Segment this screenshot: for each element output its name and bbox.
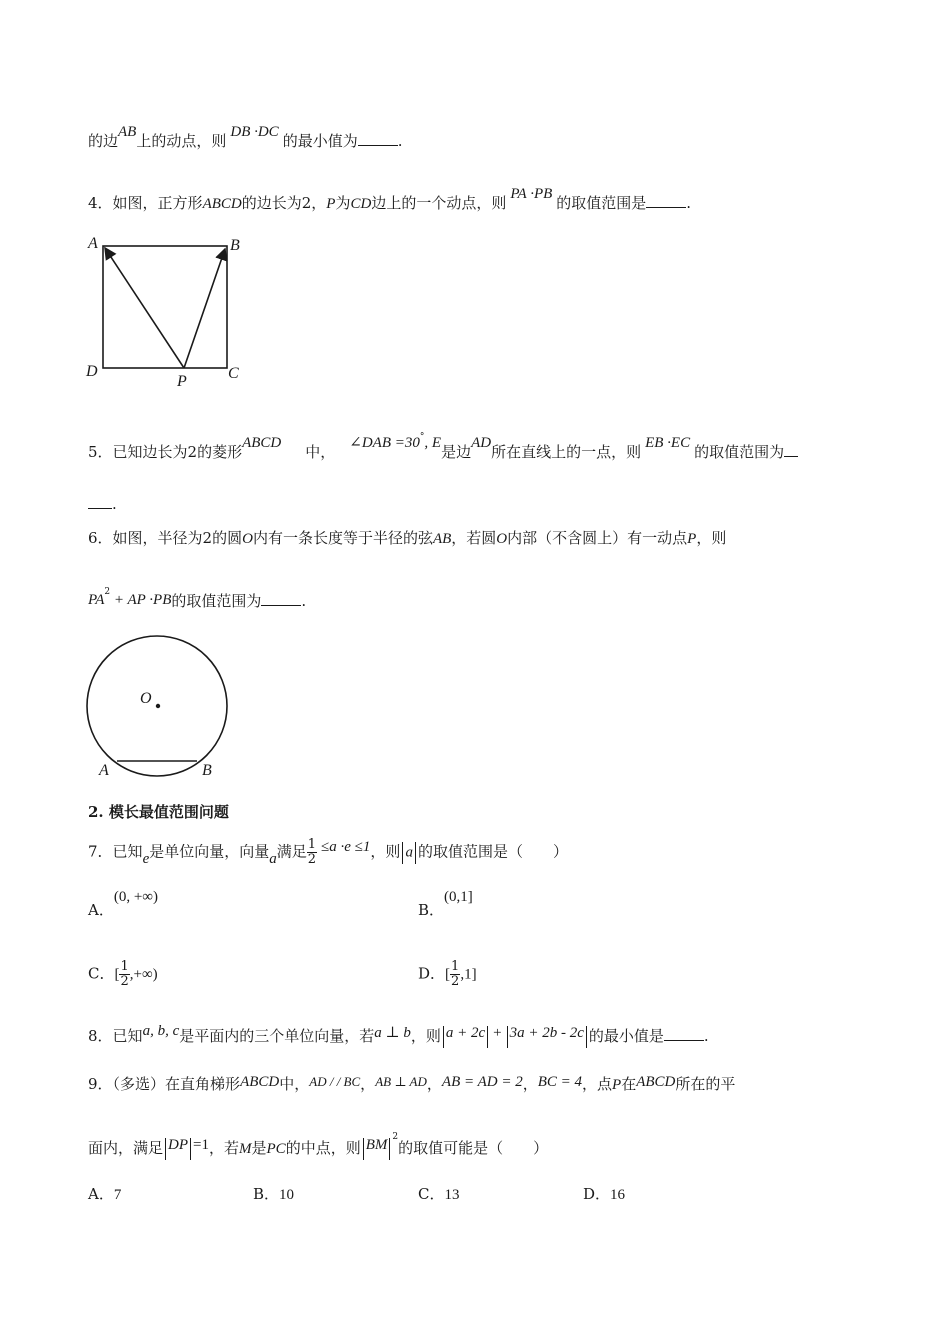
q5-text4: 所在直线上的一点，则 [491, 443, 642, 461]
q4-shape: ABCD [202, 196, 242, 212]
q5-text5: 的取值范围为 [694, 443, 785, 461]
q5-number: 5． [88, 443, 113, 461]
q5-line2 [88, 494, 117, 514]
q9-line2-a: 面内，满足 [88, 1139, 164, 1157]
q6-text2: 内有一条长度等于半径的弦 [252, 529, 433, 547]
abs-bar [363, 1138, 364, 1160]
q5-degree: ° [419, 432, 425, 442]
q9-line2 [88, 1132, 549, 1163]
q8-text2: 是平面内的三个单位向量，若 [179, 1027, 375, 1045]
option-label: A． [88, 1185, 114, 1203]
q8-abs2: 3a + 2b - 2c [509, 1025, 584, 1041]
q9-text2: 中， [279, 1075, 310, 1093]
q5-angle: ∠DAB =30 [349, 435, 420, 451]
label-b: B [202, 762, 212, 779]
q8-end: . [703, 1027, 709, 1045]
answer-blank [261, 591, 301, 606]
option-rest: ,1] [460, 966, 477, 983]
q5-text1: 已知边长为2的菱形 [112, 443, 243, 461]
abs-bar-left [402, 842, 403, 864]
q9-pc: PC [266, 1141, 286, 1157]
q8-line [88, 1024, 709, 1049]
q9-cond2: AB ⊥ AD [375, 1074, 427, 1089]
q7-option-d[interactable] [418, 960, 477, 989]
q8-text1: 已知 [112, 1027, 143, 1045]
vector-pa [105, 248, 184, 368]
label-p: P [177, 373, 187, 390]
q5-ad: AD [471, 435, 492, 451]
option-rest: ,+∞) [129, 966, 158, 983]
q9-eq1: =1 [193, 1137, 209, 1153]
q4-number: 4． [88, 194, 113, 212]
q7-inequality: ≤a ·e ≤1 [321, 838, 371, 855]
label-c: C [228, 365, 239, 382]
q9-sep: ， [522, 1075, 538, 1093]
q9-sep: ， [360, 1075, 376, 1093]
q9-text4: 在 [621, 1075, 637, 1093]
q3-text-suffix: 的最小值为 [282, 132, 358, 150]
q9-dp: DP [168, 1137, 189, 1153]
q6-o2: O [496, 531, 508, 547]
q7-text1: 已知 [112, 842, 143, 861]
q9-line2-e: 的取值可能是（ ） [398, 1139, 549, 1157]
q9-line2-d: 的中点，则 [285, 1139, 361, 1157]
q9-option-b[interactable] [253, 1184, 294, 1205]
q7-a: a [269, 850, 277, 867]
label-b: B [230, 237, 240, 254]
vector-pb [184, 249, 225, 368]
q9-option-a[interactable] [88, 1184, 121, 1205]
q8-abs1: a + 2c [445, 1025, 486, 1041]
q6-line [88, 528, 726, 549]
q6-circle-figure [80, 634, 240, 780]
option-fraction [119, 960, 129, 989]
q3-text-mid: 上的动点，则 [136, 132, 227, 150]
square-outline [103, 246, 227, 368]
abs-bar-right [415, 842, 416, 864]
q6-number: 6． [88, 529, 113, 547]
q6-text4: 内部（不含圆上）有一动点 [507, 529, 688, 547]
q6-ab: AB [432, 531, 452, 547]
option-value: 16 [610, 1187, 626, 1203]
q3-segment: AB [118, 124, 137, 140]
q9-line2-b: ，若 [208, 1139, 239, 1157]
option-label: B． [418, 901, 445, 919]
label-d: D [86, 363, 98, 380]
frac-denominator: 2 [307, 852, 317, 867]
q4-line [88, 186, 692, 214]
q6-expr-sq: 2 [104, 587, 111, 597]
q5-expr: EB ·EC [645, 435, 691, 451]
q7-fraction [307, 838, 317, 867]
q9-option-c[interactable] [418, 1184, 459, 1205]
q9-number: 9． [88, 1075, 113, 1093]
q8-vectors: a, b, c [142, 1023, 180, 1039]
answer-blank [358, 131, 398, 146]
abs-bar [389, 1138, 390, 1160]
option-value: (0, +∞) [113, 889, 158, 905]
frac-denominator: 2 [451, 974, 460, 989]
q9-shape2: ABCD [636, 1074, 676, 1090]
option-value: 7 [113, 1187, 122, 1203]
option-fraction [450, 960, 460, 989]
q6-p: P [687, 531, 697, 547]
center-dot [156, 704, 160, 708]
q3-expr: DB ·DC [230, 124, 279, 140]
q7-line [88, 838, 568, 867]
q4-square-figure [80, 232, 260, 392]
label-a: A [99, 762, 109, 779]
abs-bar [190, 1138, 191, 1160]
q8-text3: ，则 [410, 1027, 441, 1045]
q4-end: . [686, 194, 692, 212]
abs-bar [586, 1026, 587, 1048]
q3-end: . [397, 132, 403, 150]
option-value: (0,1] [444, 889, 473, 905]
q7-number: 7． [88, 842, 113, 861]
option-label: B． [253, 1185, 280, 1203]
option-label: C． [88, 964, 115, 983]
q9-cond1: AD / / BC [309, 1074, 361, 1089]
answer-blank-cont [88, 494, 112, 509]
q9-shape: ABCD [240, 1074, 280, 1090]
q7-text3: 满足 [276, 842, 307, 861]
q4-text2: 的边长为2， [241, 194, 327, 212]
option-open: [ [114, 966, 120, 983]
q9-cond3: AB = AD = 2 [441, 1074, 523, 1090]
q6-text1: 如图，半径为2的圆 [112, 529, 243, 547]
frac-numerator: 1 [120, 959, 129, 974]
abs-bar [507, 1026, 508, 1048]
q6-end: . [301, 592, 307, 610]
q9-text5: 所在的平 [675, 1075, 736, 1093]
frac-numerator: 1 [307, 837, 317, 852]
q4-p: P [326, 196, 336, 212]
q6-text6: 的取值范围为 [171, 592, 262, 610]
answer-blank [664, 1026, 704, 1041]
q8-text4: 的最小值是 [588, 1027, 664, 1045]
q8-plus: + [493, 1025, 502, 1041]
q7-text4: ，则 [370, 842, 401, 861]
q4-expr: PA ·PB [510, 186, 553, 202]
option-open: [ [445, 966, 451, 983]
q9-line [88, 1074, 735, 1095]
option-label: D． [418, 964, 446, 983]
q8-perp: a ⊥ b [374, 1025, 411, 1041]
q5-line [88, 432, 798, 465]
label-o: O [140, 690, 152, 707]
q7-option-a[interactable] [88, 889, 158, 921]
q6-expr-rest: + AP ·PB [110, 592, 172, 608]
q7-text2: 是单位向量，向量 [149, 842, 270, 861]
q6-o1: O [242, 531, 253, 547]
abs-bar [165, 1138, 166, 1160]
option-value: 13 [444, 1187, 460, 1203]
q8-number: 8． [88, 1027, 113, 1045]
answer-blank [646, 193, 686, 208]
q6-line2 [88, 587, 307, 614]
q9-m: M [239, 1141, 252, 1157]
q6-text3: ，若圆 [451, 529, 497, 547]
q9-sep: ， [426, 1075, 442, 1093]
q5-shape: ABCD [242, 435, 282, 451]
q3-text: 的边 [88, 132, 119, 150]
q7-e: e [142, 850, 150, 867]
q3-tail-line [88, 124, 403, 152]
q9-option-d[interactable] [583, 1184, 625, 1205]
frac-numerator: 1 [451, 959, 460, 974]
q7-option-c[interactable] [88, 960, 158, 989]
q4-text5: 的取值范围是 [556, 194, 647, 212]
section-heading: 2. 模长最值范围问题 [88, 803, 229, 821]
q7-abs-a: a [405, 844, 413, 861]
q4-text4: 边上的一个动点，则 [371, 194, 507, 212]
frac-denominator: 2 [120, 974, 129, 989]
q9-bm: BM [365, 1137, 388, 1153]
option-label: C． [418, 1185, 445, 1203]
q4-text3: 为 [335, 194, 351, 212]
q9-text3: ，点 [582, 1075, 613, 1093]
option-label: A． [88, 901, 114, 919]
q9-text1: （多选）在直角梯形 [112, 1075, 241, 1093]
q4-text1: 如图，正方形 [112, 194, 203, 212]
q5-text2: 中， [305, 443, 336, 461]
q5-e: , E [424, 435, 442, 451]
q5-text3: 是边 [441, 443, 472, 461]
q7-text5: 的取值范围是（ ） [417, 842, 568, 861]
answer-blank [784, 442, 798, 457]
q7-option-b[interactable] [418, 889, 473, 921]
q9-cond4: BC = 4 [537, 1074, 583, 1090]
q6-text5: ，则 [696, 529, 727, 547]
label-a: A [88, 235, 98, 252]
abs-bar [487, 1026, 488, 1048]
q4-cd: CD [350, 196, 372, 212]
abs-bar [443, 1026, 444, 1048]
q9-line2-c: 是 [251, 1139, 267, 1157]
q5-end: . [112, 495, 117, 513]
q9-p: P [612, 1077, 622, 1093]
q6-expr-pa: PA [88, 592, 105, 608]
option-value: 10 [279, 1187, 295, 1203]
option-label: D． [583, 1185, 611, 1203]
q9-sq: 2 [392, 1132, 399, 1142]
